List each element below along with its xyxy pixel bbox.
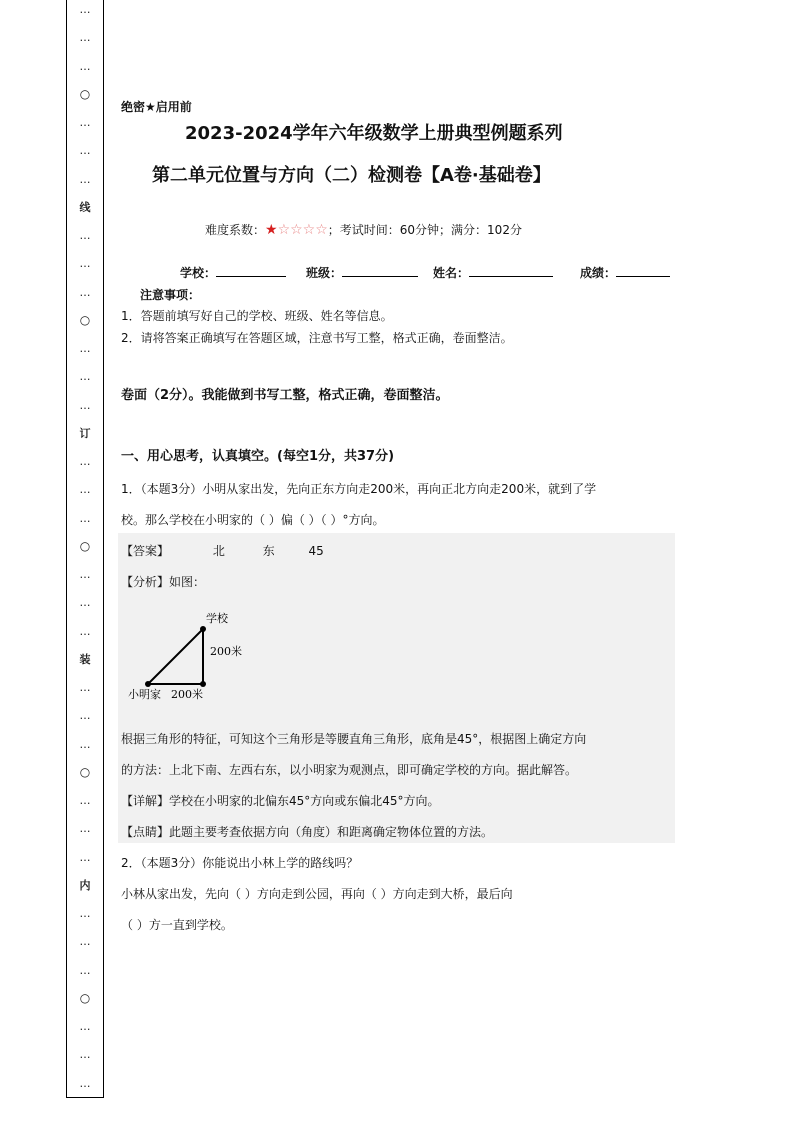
binding-dots: … [79, 511, 91, 525]
binding-dots: … [79, 1076, 91, 1090]
binding-word: 订 [79, 426, 91, 440]
class-label: 班级： [306, 266, 343, 280]
explanation-text-cont: 的方法：上北下南、左西右东，以小明家为观测点，即可确定学校的方向。据此解答。 [121, 763, 578, 777]
binding-dots: … [79, 59, 91, 73]
detail-text: 【详解】学校在小明家的北偏东45°方向或东偏北45°方向。 [121, 794, 440, 808]
binding-dots: … [79, 172, 91, 186]
binding-dots: … [79, 963, 91, 977]
school-point-label: 学校 [206, 612, 228, 625]
binding-dots: … [79, 1020, 91, 1033]
binding-dots: … [79, 681, 91, 694]
binding-dots: … [79, 398, 91, 412]
school-label: 学校： [180, 266, 217, 280]
section-heading: 一、用心思考，认真填空。(每空1分，共37分) [121, 449, 395, 464]
binding-dots: … [79, 455, 91, 468]
explanation-text: 根据三角形的特征，可知这个三角形是等腰直角三角形，底角是45°，根据图上确定方向 [121, 732, 587, 746]
binding-dots: … [79, 935, 91, 949]
triangle-figure [126, 608, 246, 704]
confidential-label: 绝密★启用前 [121, 100, 192, 114]
binding-dots: … [79, 822, 91, 836]
binding-marks [67, 0, 103, 1097]
name-blank[interactable] [469, 266, 553, 277]
notes-heading: 注意事项： [140, 288, 201, 302]
score-label: 成绩： [580, 266, 617, 280]
binding-word: 内 [79, 878, 91, 892]
name-label: 姓名： [433, 266, 470, 280]
question-1-text: 1．（本题3分）小明从家出发，先向正东方向走200米，再向正北方向走200米，就到了学 [121, 482, 597, 496]
binding-dots: … [79, 483, 91, 497]
note-item: 1．答题前填写好自己的学校、班级、姓名等信息。 [121, 309, 393, 323]
binding-dots: … [79, 737, 91, 751]
school-field [180, 264, 286, 281]
binding-dots: … [79, 116, 91, 129]
question-1-text-cont: 校。那么学校在小明家的（ ）偏（ ）（ ）°方向。 [121, 513, 385, 527]
binding-dots: … [79, 342, 91, 355]
question-2-text-end: （ ）方一直到学校。 [121, 918, 233, 932]
score-field [580, 264, 670, 281]
binding-dots: … [79, 1048, 91, 1062]
binding-dots: … [79, 850, 91, 864]
binding-dots: … [79, 568, 91, 581]
binding-dots: … [79, 229, 91, 242]
binding-dots: … [79, 144, 91, 158]
answer-label: 【答案】 [121, 544, 170, 558]
name-field [433, 264, 553, 281]
answer-value: 45 [308, 544, 324, 558]
class-blank[interactable] [342, 266, 418, 277]
score-blank[interactable] [616, 266, 670, 277]
answer-value: 北 [212, 544, 225, 558]
binding-dots: … [79, 596, 91, 610]
binding-dots: … [79, 794, 91, 807]
binding-circle-icon: ○ [79, 312, 91, 327]
binding-dots: … [79, 907, 91, 920]
binding-dots: … [79, 257, 91, 271]
binding-word: 装 [79, 652, 91, 666]
neatness-statement: 卷面（2分）。我能做到书写工整，格式正确，卷面整洁。 [121, 388, 449, 403]
question-2-text: 2．（本题3分）你能说出小林上学的路线吗？ [121, 856, 359, 870]
binding-circle-icon: ○ [79, 86, 91, 101]
answer-row [121, 542, 324, 559]
east-distance-label: 200米 [171, 688, 203, 701]
star-filled-icon: ★ [265, 222, 278, 238]
exam-subtitle: 第二单元位置与方向（二）检测卷【A卷·基础卷】 [152, 165, 551, 186]
binding-circle-icon: ○ [79, 538, 91, 553]
binding-dots: … [79, 3, 91, 16]
binding-circle-icon: ○ [79, 990, 91, 1005]
question-2-text-cont: 小林从家出发，先向（ ）方向走到公园，再向（ ）方向走到大桥，最后向 [121, 887, 513, 901]
difficulty-stars [265, 222, 328, 238]
binding-dots: … [79, 370, 91, 384]
north-distance-label: 200米 [210, 645, 242, 658]
binding-dots: … [79, 31, 91, 45]
binding-margin [66, 0, 104, 1098]
difficulty-label: 难度系数： [205, 223, 266, 237]
class-field [306, 264, 418, 281]
key-point-text: 【点睛】此题主要考查依据方向（角度）和距离确定物体位置的方法。 [121, 825, 494, 839]
star-empty-icon: ☆☆☆☆ [277, 222, 328, 238]
analysis-label: 【分析】如图： [121, 575, 206, 589]
answer-value: 东 [262, 544, 275, 558]
binding-word: 线 [79, 200, 91, 214]
binding-circle-icon: ○ [79, 764, 91, 779]
exam-meta [205, 221, 522, 238]
binding-dots: … [79, 624, 91, 638]
home-point-label: 小明家 [128, 688, 161, 701]
exam-time-score: ；考试时间：60分钟；满分：102分 [327, 223, 522, 237]
binding-dots: … [79, 285, 91, 299]
exam-title: 2023-2024学年六年级数学上册典型例题系列 [185, 123, 563, 144]
binding-dots: … [79, 709, 91, 723]
school-blank[interactable] [216, 266, 286, 277]
note-item: 2．请将答案正确填写在答题区域，注意书写工整，格式正确，卷面整洁。 [121, 331, 513, 345]
